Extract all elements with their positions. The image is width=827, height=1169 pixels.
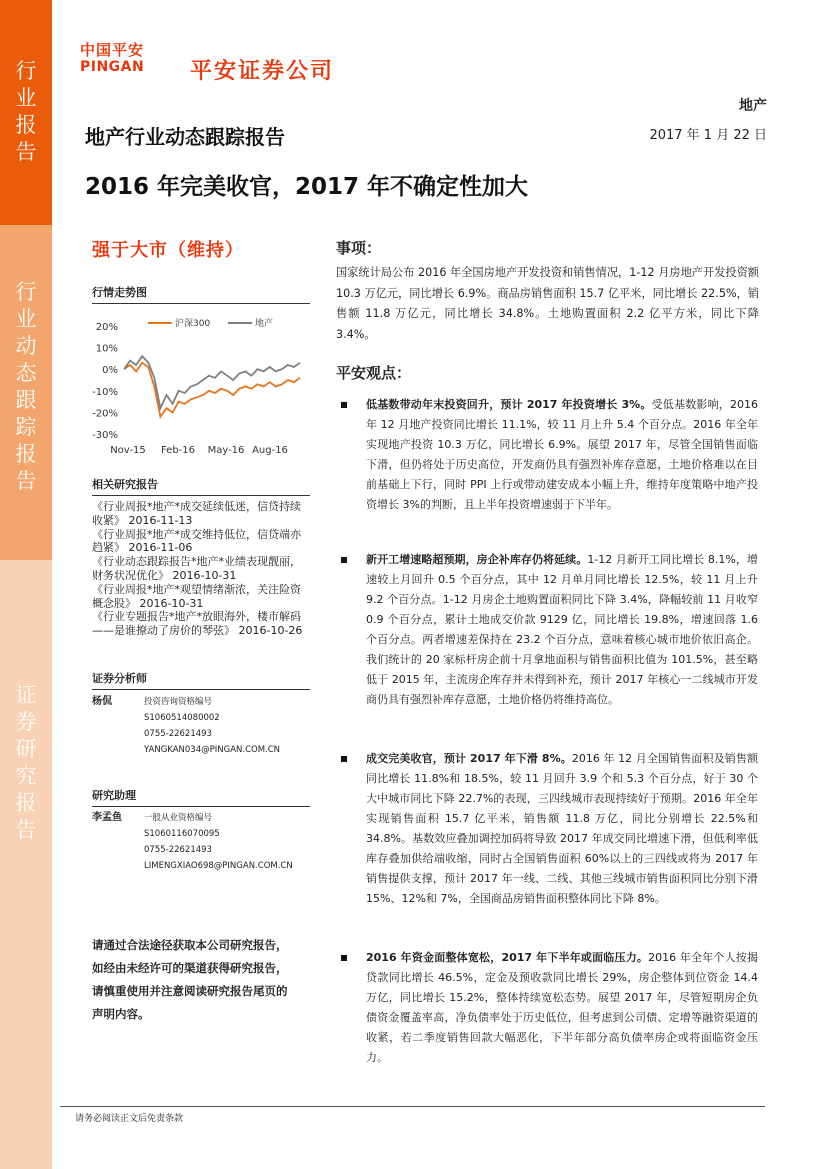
logo-en-text: PINGAN xyxy=(80,59,145,75)
view-point-text: 2016 年 12 月全国销售面积及销售额同比增长 11.8%和 18.5%，较 11 月回升 3.9 个和 5.3 个百分点，好于 30 个大中城市同比下降 22.7%的表现，三四线城市表现持续好于预期。2016 年全年实现销售面积 15.7 亿平米，销售额 11.8 万亿，同比分别增长 22.5%和 34.8%。基数效应叠加调控加码将导致 2017 年成交同比增速下滑，但低利率低库存叠加供给端收缩，同时占全国销售面积 60%以上的三四线或将为 2017 年销售提供支撑，预计 2017 年一线、二线、其他三线城市销售面积同比分别下滑 15%、12%和 7%，全国商品房销售面积整体同比下降 8%。 xyxy=(366,752,758,905)
assistant-email[interactable]: LIMENGXIAO698@PINGAN.COM.CN xyxy=(144,861,293,871)
y-tick-label: -20% xyxy=(92,408,118,420)
sidebar-block-industry-report xyxy=(0,0,52,225)
assistant-phone: 0755-22621493 xyxy=(144,845,212,855)
y-tick-label: 10% xyxy=(95,343,118,355)
analyst-section-title: 证券分析师 xyxy=(92,670,310,690)
y-tick-label: 0% xyxy=(102,365,118,377)
view-point xyxy=(366,948,758,1068)
sidebar-text-1: 行 业 报 告 xyxy=(15,59,37,164)
view-point-text: 受低基数影响，2016 年 12 月地产投资同比增长 11.1%，较 11 月上升 5.4 个百分点。2016 年全年实现地产投资 10.3 万亿，同比增长 6.9%。展望 2017 年，尽管全国销售面临下滑，但仍将处于历史高位，开发商仍具有强烈补库存意愿，土地价格难以在目前基础上下行，同时 PPI 上行或带动建安成本小幅上升，维持年度策略中地产投资增长 3%的判断，且上半年投资增速弱于下半年。 xyxy=(366,398,758,511)
rating-badge: 强于大市（维持） xyxy=(92,240,244,261)
analyst-cert-number: S1060514080002 xyxy=(144,713,220,723)
views-heading: 平安观点： xyxy=(336,364,412,382)
events-body: 国家统计局公布 2016 年全国房地产开发投资和销售情况，1-12 月房地产开发投资额 10.3 万亿元，同比增长 6.9%。商品房销售面积 15.7 亿平米，同比增长 22.5%，销售额 11.8 万亿元，同比增长 34.8%。土地购置面积 2.2 亿平方米，同比下降 3.4%。 xyxy=(336,266,759,341)
view-point-lead: 低基数带动年末投资回升，预计 2017 年投资增长 3%。 xyxy=(366,398,652,411)
market-trend-chart xyxy=(88,304,308,460)
related-report-item[interactable]: 《行业周报*地产*成交维持低位，信贷端亦趋紧》 2016-11-06 xyxy=(92,527,301,555)
page-title: 2016 年完美收官，2017 年不确定性加大 xyxy=(85,174,529,200)
events-heading: 事项： xyxy=(336,239,382,257)
x-tick-label: Aug-16 xyxy=(252,445,288,456)
series-line-realestate xyxy=(124,356,300,408)
related-reports-list xyxy=(92,500,310,638)
view-point-lead: 2016 年资金面整体宽松，2017 年下半年或面临压力。 xyxy=(366,951,649,964)
assistant-cert-number: S1060116070095 xyxy=(144,829,220,839)
view-point-lead: 成交完美收官，预计 2017 年下滑 8%。 xyxy=(366,752,572,765)
view-point-lead: 新开工增速略超预期，房企补库存仍将延续。 xyxy=(366,553,588,566)
footer-divider xyxy=(60,1106,765,1107)
sector-label: 地产 xyxy=(739,98,767,114)
view-point xyxy=(366,395,758,515)
assistant-cert-label: 一般从业资格编号 xyxy=(144,813,213,823)
report-date: 2017 年 1 月 22 日 xyxy=(649,128,767,143)
footer-note: 请务必阅读正文后免责条款 xyxy=(75,1114,184,1124)
assistant-name: 李孟鱼 xyxy=(92,812,122,823)
assistant-section-title: 研究助理 xyxy=(92,787,310,807)
assistant-info xyxy=(92,810,322,874)
report-type: 地产行业动态跟踪报告 xyxy=(85,125,285,149)
related-report-item[interactable]: 《行业动态跟踪报告*地产*业绩表现靓丽，财务状况优化》 2016-10-31 xyxy=(92,555,301,582)
view-point xyxy=(366,749,758,909)
bullet-icon xyxy=(341,402,347,408)
analyst-phone: 0755-22621493 xyxy=(144,729,212,739)
analyst-name: 杨侃 xyxy=(92,696,112,707)
sidebar-block-securities-research xyxy=(0,560,52,1169)
bullet-icon xyxy=(341,955,347,961)
y-tick-label: 20% xyxy=(95,322,118,333)
y-tick-label: -30% xyxy=(92,430,118,441)
related-report-item[interactable]: 《行业周报*地产*成交延续低迷，信贷持续收紧》 2016-11-13 xyxy=(92,500,301,527)
logo-cn-text: 中国平安 xyxy=(80,41,145,59)
disclaimer-text: 请通过合法途径获取本公司研究报告，如经由未经许可的渠道获得研究报告，请慎重使用并注意阅读研究报告尾页的声明内容。 xyxy=(92,938,288,1021)
related-report-item[interactable]: 《行业专题报告*地产*放眼海外，楼市解码——是谁撩动了房价的琴弦》 2016-10-26 xyxy=(92,610,303,638)
analyst-cert-label: 投资咨询资格编号 xyxy=(144,697,213,707)
related-report-item[interactable]: 《行业周报*地产*观望情绪渐浓，关注险资概念股》 2016-10-31 xyxy=(92,582,301,610)
analyst-email[interactable]: YANGKAN034@PINGAN.COM.CN xyxy=(144,745,281,755)
bullet-icon xyxy=(341,557,347,563)
brand-name: 平安证券公司 xyxy=(190,59,335,84)
sidebar-block-dynamic-report xyxy=(0,225,52,560)
x-tick-label: May-16 xyxy=(207,445,245,456)
legend-label: 地产 xyxy=(255,319,274,329)
chart-section-title: 行情走势图 xyxy=(92,284,310,304)
y-tick-label: -10% xyxy=(92,386,118,398)
view-point-text: 2016 年全年个人按揭贷款同比增长 46.5%，定金及预收款同比增长 29%，房企整体到位资金 14.4 万亿，同比增长 15.2%，整体持续宽松态势。展望 2017 年，尽管短期房企负债资金覆盖率高，净负债率处于历史低位，但考虑到公司债、定增等融资渠道的收紧，若二季度销售回款大幅恶化，下半年部分高负债率房企或将面临资金压力。 xyxy=(366,951,759,1064)
x-tick-label: Feb-16 xyxy=(160,445,196,456)
bullet-icon xyxy=(341,756,347,762)
view-point xyxy=(366,550,758,710)
pingan-logo xyxy=(80,42,144,76)
related-reports-title: 相关研究报告 xyxy=(92,476,310,496)
view-point-text: 1-12 月新开工同比增长 8.1%，增速较上月回升 0.5 个百分点，其中 12 月单月同比增长 12.5%，较 11 月上升 9.2 个百分点。1-12 月房企土地购置面积同比下降 3.4%，降幅较前 11 月收窄 0.9 个百分点，累计土地成交价款 9129 亿，同比增长 19.8%，增速回落 1.6 个百分点。两者增速差保持在 23.2 个百分点，意味着核心城市地价依旧高企。我们统计的 20 家标杆房企前十月拿地面积与销售面积比值为 101.5%，甚至略低于 2015 年，主流房企库存并未得到补充，预计 2017 年核心一二线城市开发商仍具有强烈补库存意愿，土地价格仍将维持高位。 xyxy=(366,553,759,706)
legend-label: 沪深300 xyxy=(175,319,211,329)
analyst-info xyxy=(92,694,322,758)
sidebar-text-3: 证 券 研 究 报 告 xyxy=(15,683,37,842)
sidebar-text-2: 行 业 动 态 跟 踪 报 告 xyxy=(15,280,37,493)
x-tick-label: Nov-15 xyxy=(110,445,146,456)
